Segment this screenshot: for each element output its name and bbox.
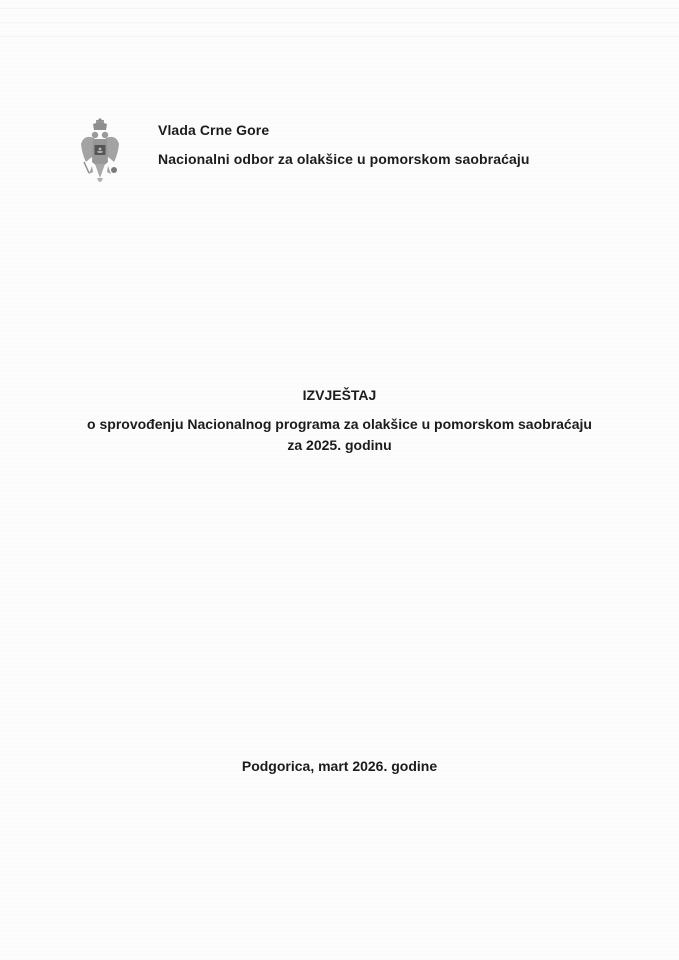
- scan-artifact: [0, 8, 679, 9]
- report-title: IZVJEŠTAJ: [302, 387, 377, 403]
- report-subtitle: o sprovođenju Nacionalnog programa za olakšice u pomorskom saobraćaju za 2025. godinu: [87, 416, 592, 453]
- montenegro-coat-of-arms-icon: [80, 118, 120, 192]
- committee-name: Nacionalni odbor za olakšice u pomorskom saobraćaju: [158, 151, 530, 167]
- place-and-date: Podgorica, mart 2026. godine: [241, 758, 438, 774]
- scan-artifact: [0, 36, 679, 37]
- organization-name: Vlada Crne Gore: [158, 122, 270, 138]
- scan-artifact: [0, 22, 679, 23]
